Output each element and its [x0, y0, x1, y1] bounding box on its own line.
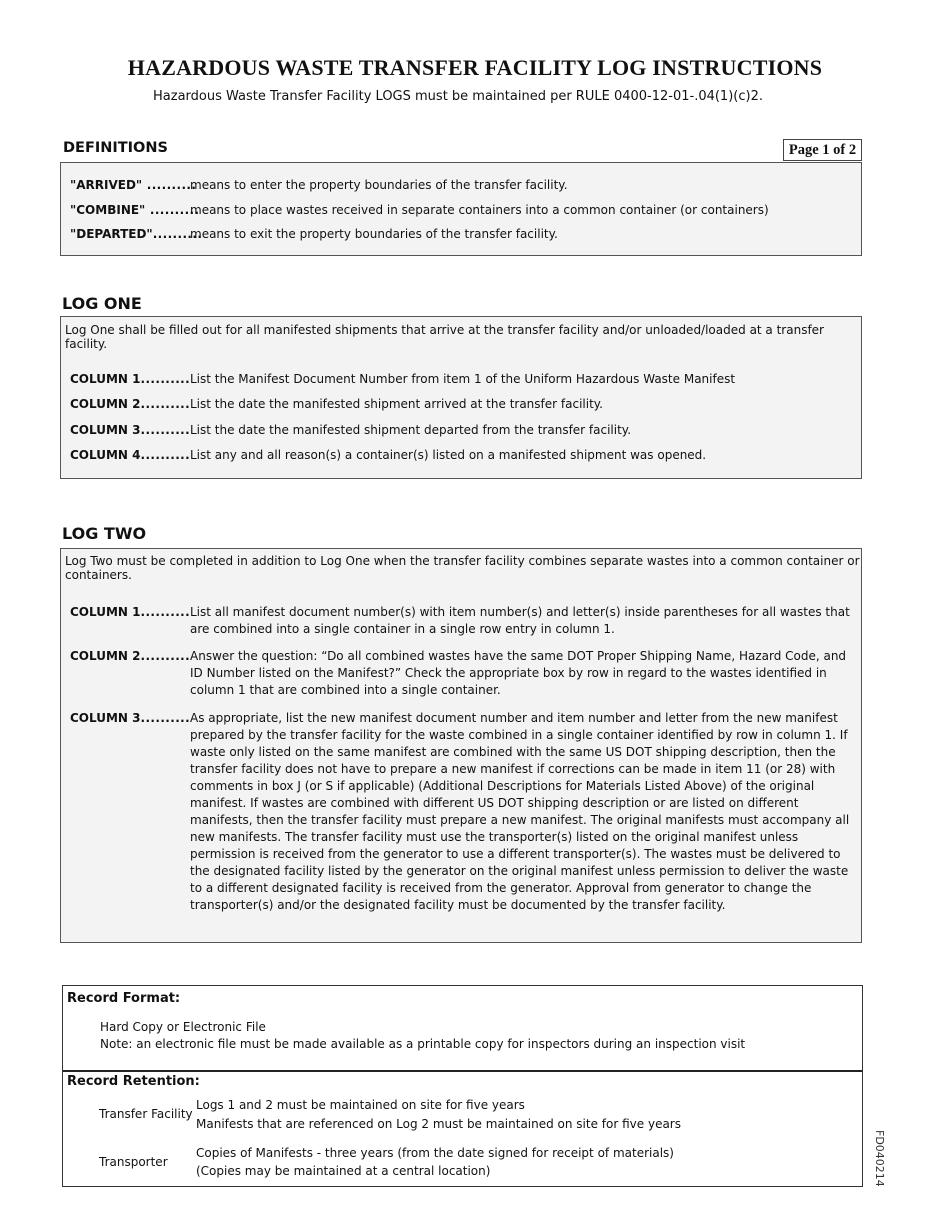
retention-line: (Copies may be maintained at a central location) — [196, 1164, 491, 1178]
log-one-intro: Log One shall be filled out for all manifested shipments that arrive at the transfer facility and/or unloaded/loaded at a transfer facility. — [65, 323, 824, 351]
definition-text: means to enter the property boundaries of the transfer facility. — [190, 178, 568, 192]
column-description: List any and all reason(s) a container(s) listed on a manifested shipment was opened. — [190, 448, 707, 462]
column-term: COLUMN 1.......... — [70, 372, 191, 386]
retention-line: Manifests that are referenced on Log 2 must be maintained on site for five years — [196, 1117, 681, 1131]
log-two-panel — [60, 548, 862, 943]
log-one-heading: LOG ONE — [62, 294, 142, 313]
definition-row — [70, 202, 851, 219]
record-retention-label: Record Retention: — [67, 1074, 200, 1089]
definition-row — [70, 226, 851, 243]
retention-entity: Transporter — [99, 1155, 168, 1169]
record-format-label: Record Format: — [67, 991, 181, 1006]
record-format-line: Hard Copy or Electronic File — [100, 1020, 266, 1034]
column-description: Answer the question: “Do all combined wastes have the same DOT Proper Shipping Name, Hazard Code, and ID Number listed on the Manifest?” Check the appropriate box by row in regard to the wastes identified in column 1 that are combined into a single container. — [190, 649, 847, 697]
definition-term: "COMBINE" .......... — [70, 203, 200, 217]
column-description: List all manifest document number(s) with item number(s) and letter(s) inside parentheses for all wastes that are combined into a single container in a single row entry in column 1. — [190, 605, 850, 636]
log-one-column-row — [70, 396, 851, 413]
log-two-heading: LOG TWO — [62, 524, 147, 543]
column-term: COLUMN 2.......... — [70, 397, 191, 411]
column-term: COLUMN 2.......... — [70, 649, 191, 663]
section-divider — [63, 1070, 862, 1072]
definition-text: means to place wastes received in separate containers into a common container (or containers) — [190, 203, 769, 217]
definitions-heading: DEFINITIONS — [63, 140, 168, 156]
log-two-column-row — [70, 648, 851, 699]
page-subtitle: Hazardous Waste Transfer Facility LOGS must be maintained per RULE 0400-12-01-.04(1)(c)2. — [153, 89, 763, 104]
definition-term: "ARRIVED" .......... — [70, 178, 197, 192]
log-two-intro: Log Two must be completed in addition to Log One when the transfer facility combines separate wastes into a common container or containers. — [65, 554, 860, 582]
definition-row — [70, 177, 851, 194]
page-title: HAZARDOUS WASTE TRANSFER FACILITY LOG INSTRUCTIONS — [127, 55, 823, 80]
record-info-box — [62, 985, 863, 1187]
log-one-column-row — [70, 422, 851, 439]
column-term: COLUMN 3.......... — [70, 423, 191, 437]
column-description: List the date the manifested shipment departed from the transfer facility. — [190, 423, 632, 437]
column-description: List the Manifest Document Number from item 1 of the Uniform Hazardous Waste Manifest — [190, 372, 736, 386]
log-two-column-row — [70, 604, 851, 638]
column-description: As appropriate, list the new manifest document number and item number and letter from the new manifest prepared by the transfer facility for the waste combined in a single container identified by row in column 1. If waste only listed on the same manifest are combined with the same US DOT shipping description, then the transfer facility does not have to prepare a new manifest if corrections can be made in item 11 (or 28) with comments in box J (or S if applicable) (Additional Descriptions for Materials Listed Above) of the original manifest. If wastes are combined with different US DOT shipping description or are listed on different manifests, then the transfer facility must prepare a new manifest. The original manifests must accompany all new manifests. The transfer facility must use the transporter(s) listed on the original manifest unless permission is received from the generator to use a different transporter(s). The wastes must be delivered to the designated facility listed by the generator on the original manifest unless permission to deliver the waste to a different designated facility is received from the generator. Approval from generator to change the transporter(s) and/or the designated facility must be documented by the transfer facility. — [190, 711, 850, 912]
record-format-note: Note: an electronic file must be made available as a printable copy for inspectors during an inspection visit — [100, 1037, 746, 1051]
column-term: COLUMN 4.......... — [70, 448, 191, 462]
definitions-panel — [60, 162, 862, 256]
form-id: FD040214 — [873, 1130, 886, 1187]
definition-term: "DEPARTED".......... — [70, 227, 203, 241]
log-one-panel — [60, 316, 862, 479]
definition-text: means to exit the property boundaries of the transfer facility. — [190, 227, 558, 241]
retention-line: Logs 1 and 2 must be maintained on site for five years — [196, 1098, 525, 1112]
column-description: List the date the manifested shipment arrived at the transfer facility. — [190, 397, 603, 411]
retention-entity: Transfer Facility — [99, 1107, 193, 1121]
column-term: COLUMN 1.......... — [70, 605, 191, 619]
column-term: COLUMN 3.......... — [70, 711, 191, 725]
retention-line: Copies of Manifests - three years (from the date signed for receipt of materials) — [196, 1146, 674, 1160]
page-number-label: Page 1 of 2 — [783, 139, 862, 161]
log-one-column-row — [70, 447, 851, 464]
log-one-column-row — [70, 371, 851, 388]
log-two-column-row — [70, 710, 851, 914]
